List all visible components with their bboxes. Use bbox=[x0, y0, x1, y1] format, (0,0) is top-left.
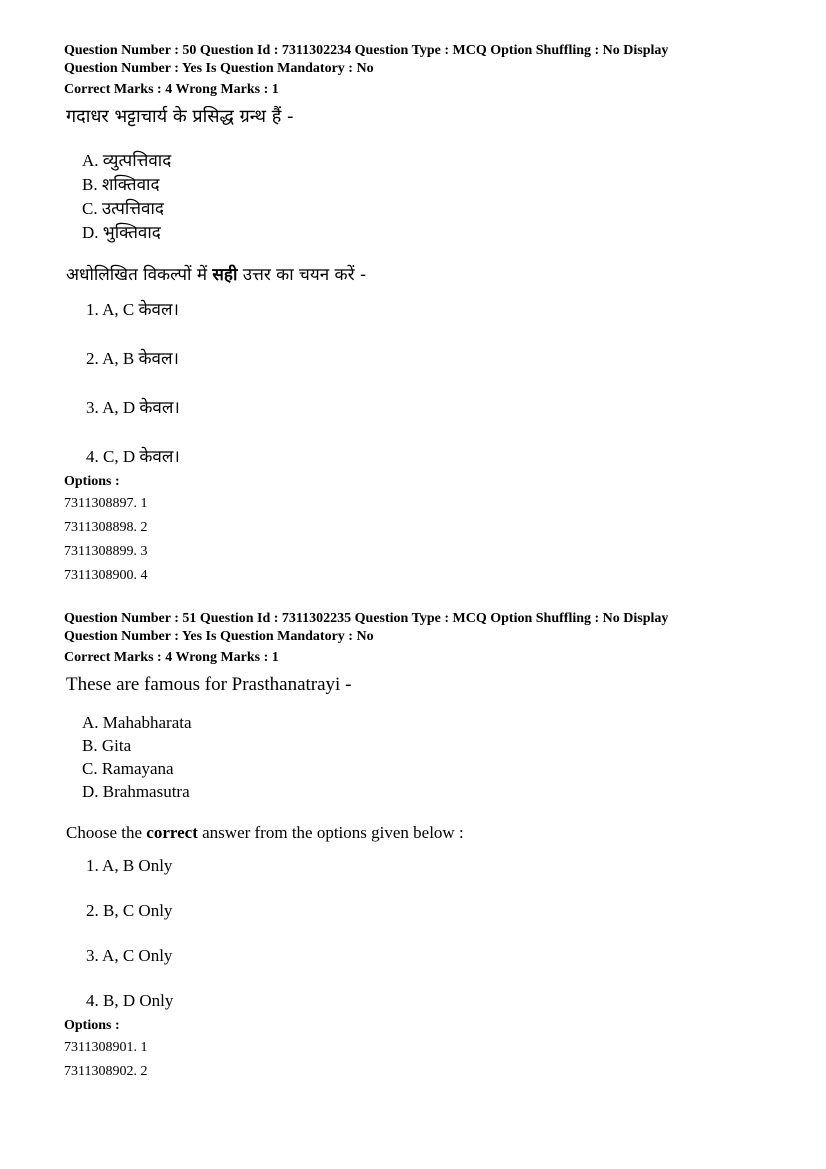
option-id-3: 7311308899. 3 bbox=[64, 544, 148, 559]
options-label: Options : bbox=[64, 474, 120, 489]
statement-list bbox=[82, 149, 764, 245]
answer-choice-4: 4. B, D Only bbox=[86, 991, 174, 1010]
option-id-1: 7311308897. 1 bbox=[64, 496, 148, 511]
question-text: गदाधर भट्टाचार्य के प्रसिद्ध ग्रन्थ हैं - bbox=[66, 106, 294, 127]
answer-choice-3: 3. A, D केवल। bbox=[86, 398, 180, 418]
instruction-text: अधोलिखित विकल्पों में सही उत्तर का चयन करें - bbox=[66, 265, 367, 285]
question-meta-line-2: Question Number : Yes Is Question Mandatory : No bbox=[64, 629, 374, 644]
option-id-2: 7311308902. 2 bbox=[64, 1064, 148, 1079]
statement-d: D. भुक्तिवाद bbox=[82, 223, 161, 243]
statement-b: B. शक्तिवाद bbox=[82, 175, 160, 195]
answer-choice-4: 4. C, D केवल। bbox=[86, 447, 180, 467]
instruction-text: Choose the correct answer from the options given below : bbox=[66, 823, 464, 842]
question-text: These are famous for Prasthanatrayi - bbox=[66, 674, 352, 695]
question-meta-line-1: Question Number : 50 Question Id : 7311302234 Question Type : MCQ Option Shuffling : No Display bbox=[64, 43, 669, 58]
answer-choice-1: 1. A, B Only bbox=[86, 856, 173, 875]
statement-c: C. उत्पत्तिवाद bbox=[82, 199, 164, 219]
question-50 bbox=[64, 42, 764, 588]
options-label: Options : bbox=[64, 1018, 120, 1033]
statement-a: A. व्युत्पत्तिवाद bbox=[82, 151, 172, 171]
question-meta-line-2: Question Number : Yes Is Question Mandatory : No bbox=[64, 61, 374, 76]
statement-d: D. Brahmasutra bbox=[82, 782, 190, 801]
exam-page bbox=[64, 42, 764, 1084]
answer-choice-3: 3. A, C Only bbox=[86, 946, 173, 965]
question-meta-line-1: Question Number : 51 Question Id : 7311302235 Question Type : MCQ Option Shuffling : No Display bbox=[64, 611, 669, 626]
statement-b: B. Gita bbox=[82, 736, 132, 755]
answer-choice-2: 2. B, C Only bbox=[86, 901, 173, 920]
statement-list bbox=[82, 711, 764, 803]
marks-line: Correct Marks : 4 Wrong Marks : 1 bbox=[64, 82, 279, 97]
answer-choice-2: 2. A, B केवल। bbox=[86, 349, 179, 369]
option-id-1: 7311308901. 1 bbox=[64, 1040, 148, 1055]
marks-line: Correct Marks : 4 Wrong Marks : 1 bbox=[64, 650, 279, 665]
answer-choice-list bbox=[86, 855, 764, 1012]
statement-c: C. Ramayana bbox=[82, 759, 174, 778]
option-id-2: 7311308898. 2 bbox=[64, 520, 148, 535]
option-id-4: 7311308900. 4 bbox=[64, 568, 148, 583]
statement-a: A. Mahabharata bbox=[82, 713, 192, 732]
answer-choice-list bbox=[86, 299, 764, 468]
question-51 bbox=[64, 610, 764, 1084]
answer-choice-1: 1. A, C केवल। bbox=[86, 300, 179, 320]
